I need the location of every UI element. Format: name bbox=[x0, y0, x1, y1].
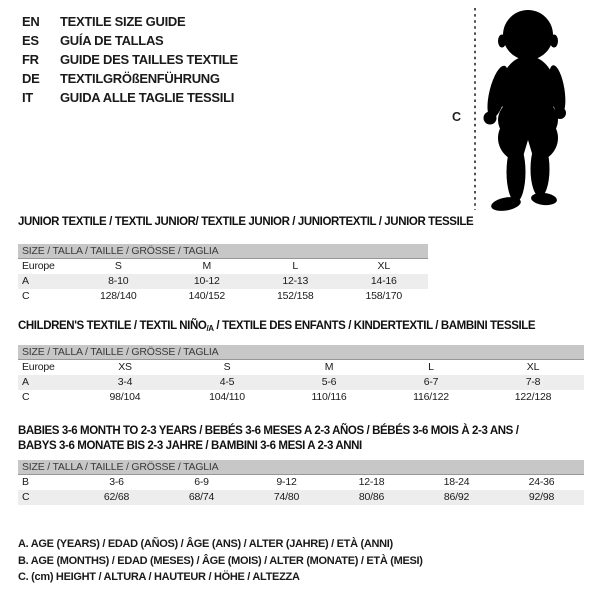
babies-table-title bbox=[18, 424, 584, 454]
table-cell: 14-16 bbox=[370, 275, 397, 287]
table-row bbox=[18, 360, 584, 375]
table-cell: S bbox=[223, 361, 231, 373]
lang-row-de bbox=[22, 69, 238, 88]
lang-row-it bbox=[22, 88, 238, 107]
table-cell: 92/98 bbox=[528, 491, 555, 503]
children-title-pre: CHILDREN'S TEXTILE / TEXTIL NIÑO bbox=[18, 320, 207, 332]
table-cell: 68/74 bbox=[188, 491, 215, 503]
table-cell: 5-6 bbox=[321, 376, 337, 388]
table-cell: 110/116 bbox=[311, 391, 347, 403]
table-cell: L bbox=[428, 361, 434, 373]
table-cell: 10-12 bbox=[193, 275, 220, 287]
size-header-bar: SIZE / TALLA / TAILLE / GRÖSSE / TAGLIA bbox=[18, 460, 584, 475]
table-cell: 86/92 bbox=[443, 491, 470, 503]
note-height-cm: C. (cm) HEIGHT / ALTURA / HAUTEUR / HÖHE / ALTEZZA bbox=[18, 571, 300, 583]
table-cell: 116/122 bbox=[413, 391, 449, 403]
table-row bbox=[18, 289, 428, 304]
babies-title-line1: BABIES 3-6 MONTH TO 2-3 YEARS / BEBÉS 3-6 MESES A 2-3 AÑOS / BÉBÉS 3-6 MOIS À 2-3 ANS / bbox=[18, 425, 519, 437]
size-header-bar: SIZE / TALLA / TAILLE / GRÖSSE / TAGLIA bbox=[18, 244, 428, 259]
table-cell: 98/104 bbox=[109, 391, 141, 403]
row-label: A bbox=[22, 376, 29, 388]
table-cell: XS bbox=[118, 361, 132, 373]
row-label: A bbox=[22, 275, 29, 287]
lang-row-es bbox=[22, 31, 238, 50]
lang-code: FR bbox=[22, 52, 39, 67]
table-cell: M bbox=[202, 260, 212, 272]
table-cell: 4-5 bbox=[219, 376, 235, 388]
language-title-list bbox=[22, 12, 238, 107]
table-cell: 104/110 bbox=[209, 391, 245, 403]
lang-title: GUÍA DE TALLAS bbox=[60, 33, 164, 48]
note-age-years: A. AGE (YEARS) / EDAD (AÑOS) / ÂGE (ANS) / ALTER (JAHRE) / ETÀ (ANNI) bbox=[18, 538, 393, 550]
table-cell: 152/158 bbox=[276, 290, 314, 302]
table-row bbox=[18, 259, 428, 274]
table-cell: 6-9 bbox=[194, 476, 209, 488]
babies-title-line2: BABYS 3-6 MONATE BIS 2-3 JAHRE / BAMBINI 3-6 MESI A 2-3 ANNI bbox=[18, 440, 362, 452]
lang-title: TEXTILGRÖßENFÜHRUNG bbox=[60, 71, 220, 86]
table-row bbox=[18, 390, 584, 405]
lang-code: IT bbox=[22, 90, 33, 105]
lang-row-en bbox=[22, 12, 238, 31]
table-cell: S bbox=[114, 260, 122, 272]
table-cell: 128/140 bbox=[99, 290, 137, 302]
baby-silhouette-icon bbox=[483, 10, 568, 164]
table-row bbox=[18, 274, 428, 289]
children-table-title bbox=[18, 320, 535, 333]
table-cell: 122/128 bbox=[514, 391, 552, 403]
table-cell: 8-10 bbox=[108, 275, 129, 287]
lang-code: ES bbox=[22, 33, 39, 48]
table-cell: 3-6 bbox=[109, 476, 124, 488]
lang-title: GUIDA ALLE TAGLIE TESSILI bbox=[60, 90, 235, 105]
junior-table-title: JUNIOR TEXTILE / TEXTIL JUNIOR/ TEXTILE JUNIOR / JUNIORTEXTIL / JUNIOR TESSILE bbox=[18, 216, 474, 228]
lang-code: DE bbox=[22, 71, 40, 86]
table-cell: L bbox=[292, 260, 299, 272]
table-cell: 12-18 bbox=[358, 476, 385, 488]
table-cell: 158/170 bbox=[365, 290, 403, 302]
children-size-table bbox=[18, 345, 584, 405]
height-figure bbox=[440, 0, 595, 215]
table-row bbox=[18, 490, 584, 505]
table-cell: 140/152 bbox=[188, 290, 226, 302]
babies-size-table bbox=[18, 460, 584, 505]
row-label: C bbox=[22, 290, 30, 302]
table-cell: 62/68 bbox=[103, 491, 130, 503]
height-label: C bbox=[452, 110, 462, 124]
table-cell: 12-13 bbox=[282, 275, 309, 287]
row-label: Europe bbox=[22, 361, 55, 373]
lang-title: GUIDE DES TAILLES TEXTILE bbox=[60, 52, 238, 67]
table-cell: 74/80 bbox=[273, 491, 300, 503]
row-label: B bbox=[22, 476, 29, 488]
junior-size-table bbox=[18, 244, 428, 304]
table-row bbox=[18, 475, 584, 490]
table-cell: 80/86 bbox=[358, 491, 385, 503]
row-label: Europe bbox=[22, 260, 55, 272]
table-cell: 6-7 bbox=[423, 376, 439, 388]
table-cell: 24-36 bbox=[528, 476, 555, 488]
table-row bbox=[18, 375, 584, 390]
row-label: C bbox=[22, 391, 30, 403]
note-age-months: B. AGE (MONTHS) / EDAD (MESES) / ÂGE (MOIS) / ALTER (MONATE) / ETÀ (MESI) bbox=[18, 554, 423, 567]
lang-code: EN bbox=[22, 14, 40, 29]
children-title-sub: /A bbox=[206, 324, 214, 333]
table-cell: 18-24 bbox=[443, 476, 470, 488]
lang-title: TEXTILE SIZE GUIDE bbox=[60, 14, 186, 29]
table-cell: M bbox=[324, 361, 334, 373]
row-label: C bbox=[22, 491, 30, 503]
children-title-post: / TEXTILE DES ENFANTS / KINDERTEXTIL / BAMBINI TESSILE bbox=[213, 320, 536, 332]
table-cell: 3-4 bbox=[117, 376, 133, 388]
table-cell: XL bbox=[377, 260, 390, 272]
table-cell: 7-8 bbox=[525, 376, 541, 388]
legend-notes bbox=[18, 536, 423, 586]
table-cell: 9-12 bbox=[276, 476, 297, 488]
lang-row-fr bbox=[22, 50, 238, 69]
size-header-bar: SIZE / TALLA / TAILLE / GRÖSSE / TAGLIA bbox=[18, 345, 584, 360]
table-cell: XL bbox=[526, 361, 540, 373]
